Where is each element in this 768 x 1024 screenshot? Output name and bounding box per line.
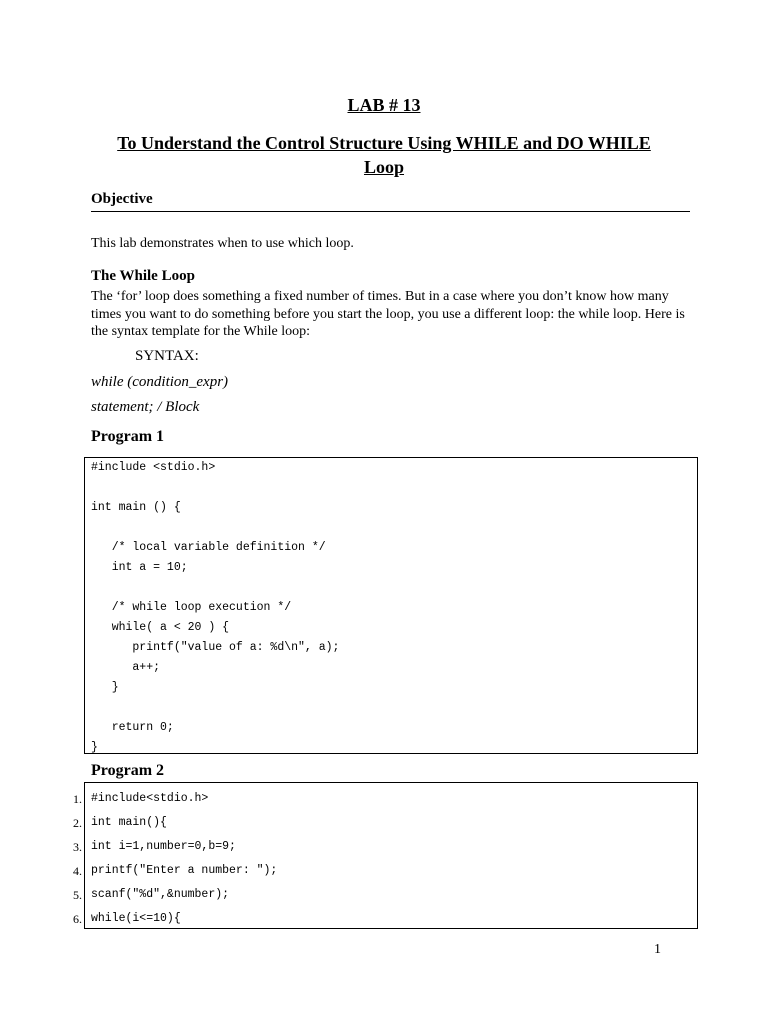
code-line: while(i<=10){ <box>91 912 181 925</box>
line-number: 6. <box>73 912 82 926</box>
objective-heading: Objective <box>91 191 153 207</box>
while-loop-heading: The While Loop <box>91 268 195 284</box>
line-number: 5. <box>73 888 82 902</box>
code-line: int i=1,number=0,b=9; <box>91 840 236 853</box>
while-loop-paragraph: The ‘for’ loop does something a fixed number of times. But in a case where you don’t know how many times you want to do something before you start the loop, you use a different loop: the while loop. Here is the syntax template for the While loop: <box>91 289 685 339</box>
syntax-label: SYNTAX: <box>135 348 199 364</box>
program-1-code-box <box>84 457 698 754</box>
page-number: 1 <box>654 942 661 957</box>
program-2-heading: Program 2 <box>91 762 165 779</box>
line-number: 4. <box>73 864 82 878</box>
line-number: 3. <box>73 840 82 854</box>
code-line: printf("Enter a number: "); <box>91 864 278 877</box>
code-line: scanf("%d",&number); <box>91 888 230 901</box>
line-number: 1. <box>73 792 82 806</box>
line-number: 2. <box>73 816 82 830</box>
program-1-heading: Program 1 <box>91 428 165 445</box>
code-line: #include<stdio.h> <box>91 792 209 805</box>
syntax-line-condition: while (condition_expr) <box>91 374 229 390</box>
document-title-text: To Understand the Control Structure Using WHILE and DO WHILE Loop <box>117 133 651 177</box>
program-2-code <box>91 790 277 934</box>
program-1-code: #include <stdio.h> int main () { /* local variable definition */ int a = 10; /* while loop execution */ while( a < 20 ) { printf("value of a: %d\n", a); a++; } return 0; } <box>91 461 340 754</box>
code-line: int main(){ <box>91 816 167 829</box>
objective-divider <box>91 211 690 212</box>
objective-text: This lab demonstrates when to use which loop. <box>91 236 354 251</box>
syntax-line-statement: statement; / Block <box>91 399 200 415</box>
lab-title: LAB # 13 <box>347 95 421 115</box>
document-title <box>0 131 768 179</box>
program-2-line-numbers <box>60 790 82 934</box>
